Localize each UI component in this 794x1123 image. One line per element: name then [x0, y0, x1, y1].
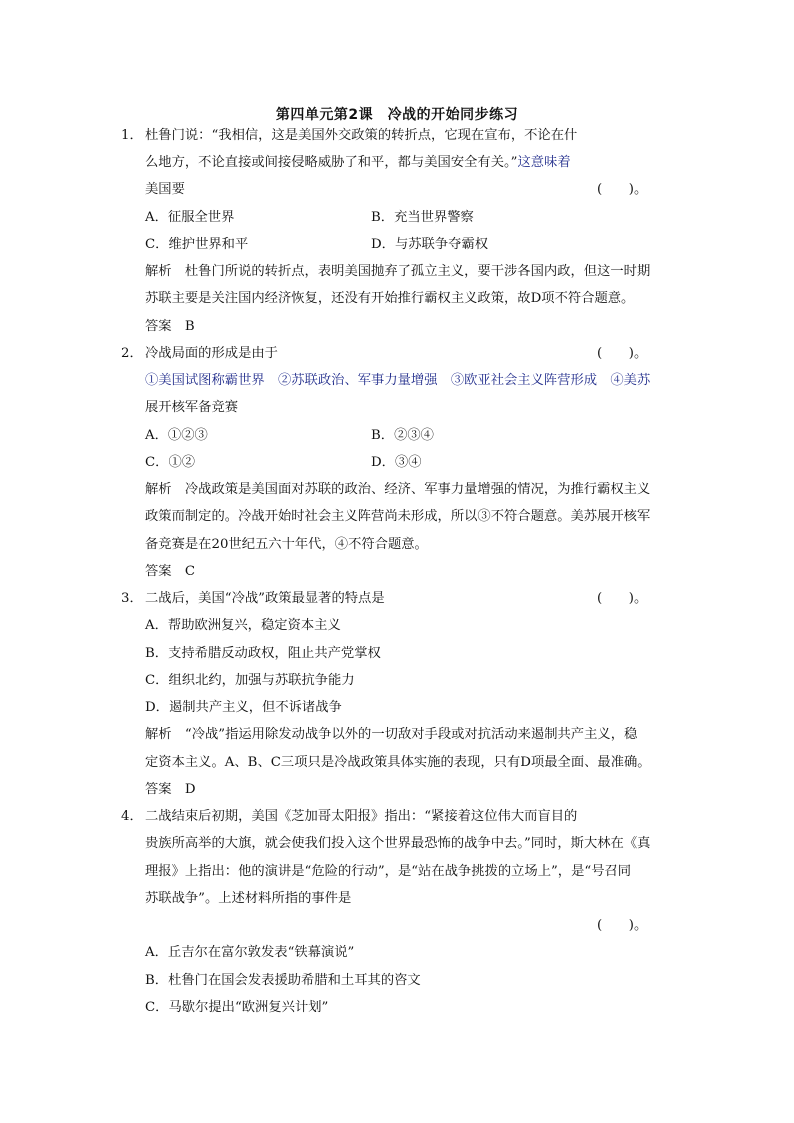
question-stem-line: 贵族所高举的大旗，就会使我们投入这个世界最恐怖的战争中去。”同时，斯大林在《真	[145, 836, 651, 851]
analysis-line: 解析 冷战政策是美国面对苏联的政治、经济、军事力量增强的情况，为推行霸权主义	[145, 482, 651, 497]
question-stem-line: 理报》上指出：他的演讲是“危险的行动”，是“站在战争挑拨的立场上”，是“号召同	[145, 864, 632, 879]
option-b: B．杜鲁门在国会发表援助希腊和土耳其的咨文	[145, 973, 421, 988]
question-stem-line: 苏联战争”。上述材料所指的事件是	[145, 891, 352, 906]
question-number: 2．	[121, 346, 143, 361]
option-c: C．组织北约，加强与苏联抗争能力	[145, 673, 355, 688]
analysis-line: 定资本主义。A、B、C三项只是冷战政策具体实施的表现，只有D项最全面、最准确。	[145, 755, 651, 770]
question-stem-line: 美国要	[145, 182, 185, 197]
answer-line: 答案 D	[145, 782, 196, 797]
option-d: D．与苏联争夺霸权	[371, 237, 489, 252]
question-number: 1．	[121, 128, 143, 143]
option-c: C．维护世界和平	[145, 237, 249, 252]
option-c: C．①②	[145, 455, 196, 470]
analysis-line: 苏联主要是关注国内经济恢复，还没有开始推行霸权主义政策，故D项不符合题意。	[145, 291, 635, 306]
answer-blank: ( )。	[597, 182, 648, 197]
question-stem-line: 么地方，不论直接或间接侵略威胁了和平，都与美国安全有关。”这意味着	[145, 155, 571, 170]
analysis-line: 备竞赛是在20世纪五六十年代，④不符合题意。	[145, 537, 428, 552]
option-c: C．马歇尔提出“欧洲复兴计划”	[145, 1000, 329, 1015]
question-stem-line: 二战结束后初期，美国《芝加哥太阳报》指出：“紧接着这位伟大而盲目的	[145, 809, 578, 824]
question-number: 3．	[121, 591, 143, 606]
option-b: B．②③④	[371, 428, 434, 443]
question-number: 4．	[121, 809, 143, 824]
analysis-line: 解析 “冷战”指运用除发动战争以外的一切敌对手段或对抗活动来遏制共产主义，稳	[145, 727, 638, 742]
option-d: D．③④	[371, 455, 422, 470]
option-a: A．丘吉尔在富尔敦发表“铁幕演说”	[145, 945, 355, 960]
answer-blank: ( )。	[597, 918, 648, 933]
question-stem-line: 二战后，美国“冷战”政策最显著的特点是	[145, 591, 385, 606]
answer-line: 答案 B	[145, 319, 195, 334]
option-b: B．充当世界警察	[371, 210, 474, 225]
statement-items-line: 展开核军备竞赛	[145, 400, 239, 415]
answer-blank: ( )。	[597, 346, 648, 361]
analysis-line: 解析 杜鲁门所说的转折点，表明美国抛弃了孤立主义，要干涉各国内政，但这一时期	[145, 264, 651, 279]
option-a: A．征服全世界	[145, 210, 235, 225]
question-stem-blue-text: 这意味着	[517, 155, 571, 170]
option-a: A．①②③	[145, 428, 208, 443]
analysis-line: 政策而制定的。冷战开始时社会主义阵营尚未形成，所以③不符合题意。美苏展开核军	[145, 509, 651, 524]
answer-blank: ( )。	[597, 591, 648, 606]
option-d: D．遏制共产主义，但不诉诸战争	[145, 700, 342, 715]
option-a: A．帮助欧洲复兴，稳定资本主义	[145, 618, 341, 633]
question-stem-line: 冷战局面的形成是由于	[145, 346, 278, 361]
question-stem-line: 杜鲁门说：“我相信，这是美国外交政策的转折点，它现在宣布，不论在什	[145, 128, 578, 143]
statement-items-line: ①美国试图称霸世界 ②苏联政治、军事力量增强 ③欧亚社会主义阵营形成 ④美苏	[145, 373, 651, 388]
page-title: 第四单元第2课 冷战的开始同步练习	[275, 107, 519, 123]
answer-line: 答案 C	[145, 564, 196, 579]
option-b: B．支持希腊反动政权，阻止共产党掌权	[145, 646, 381, 661]
